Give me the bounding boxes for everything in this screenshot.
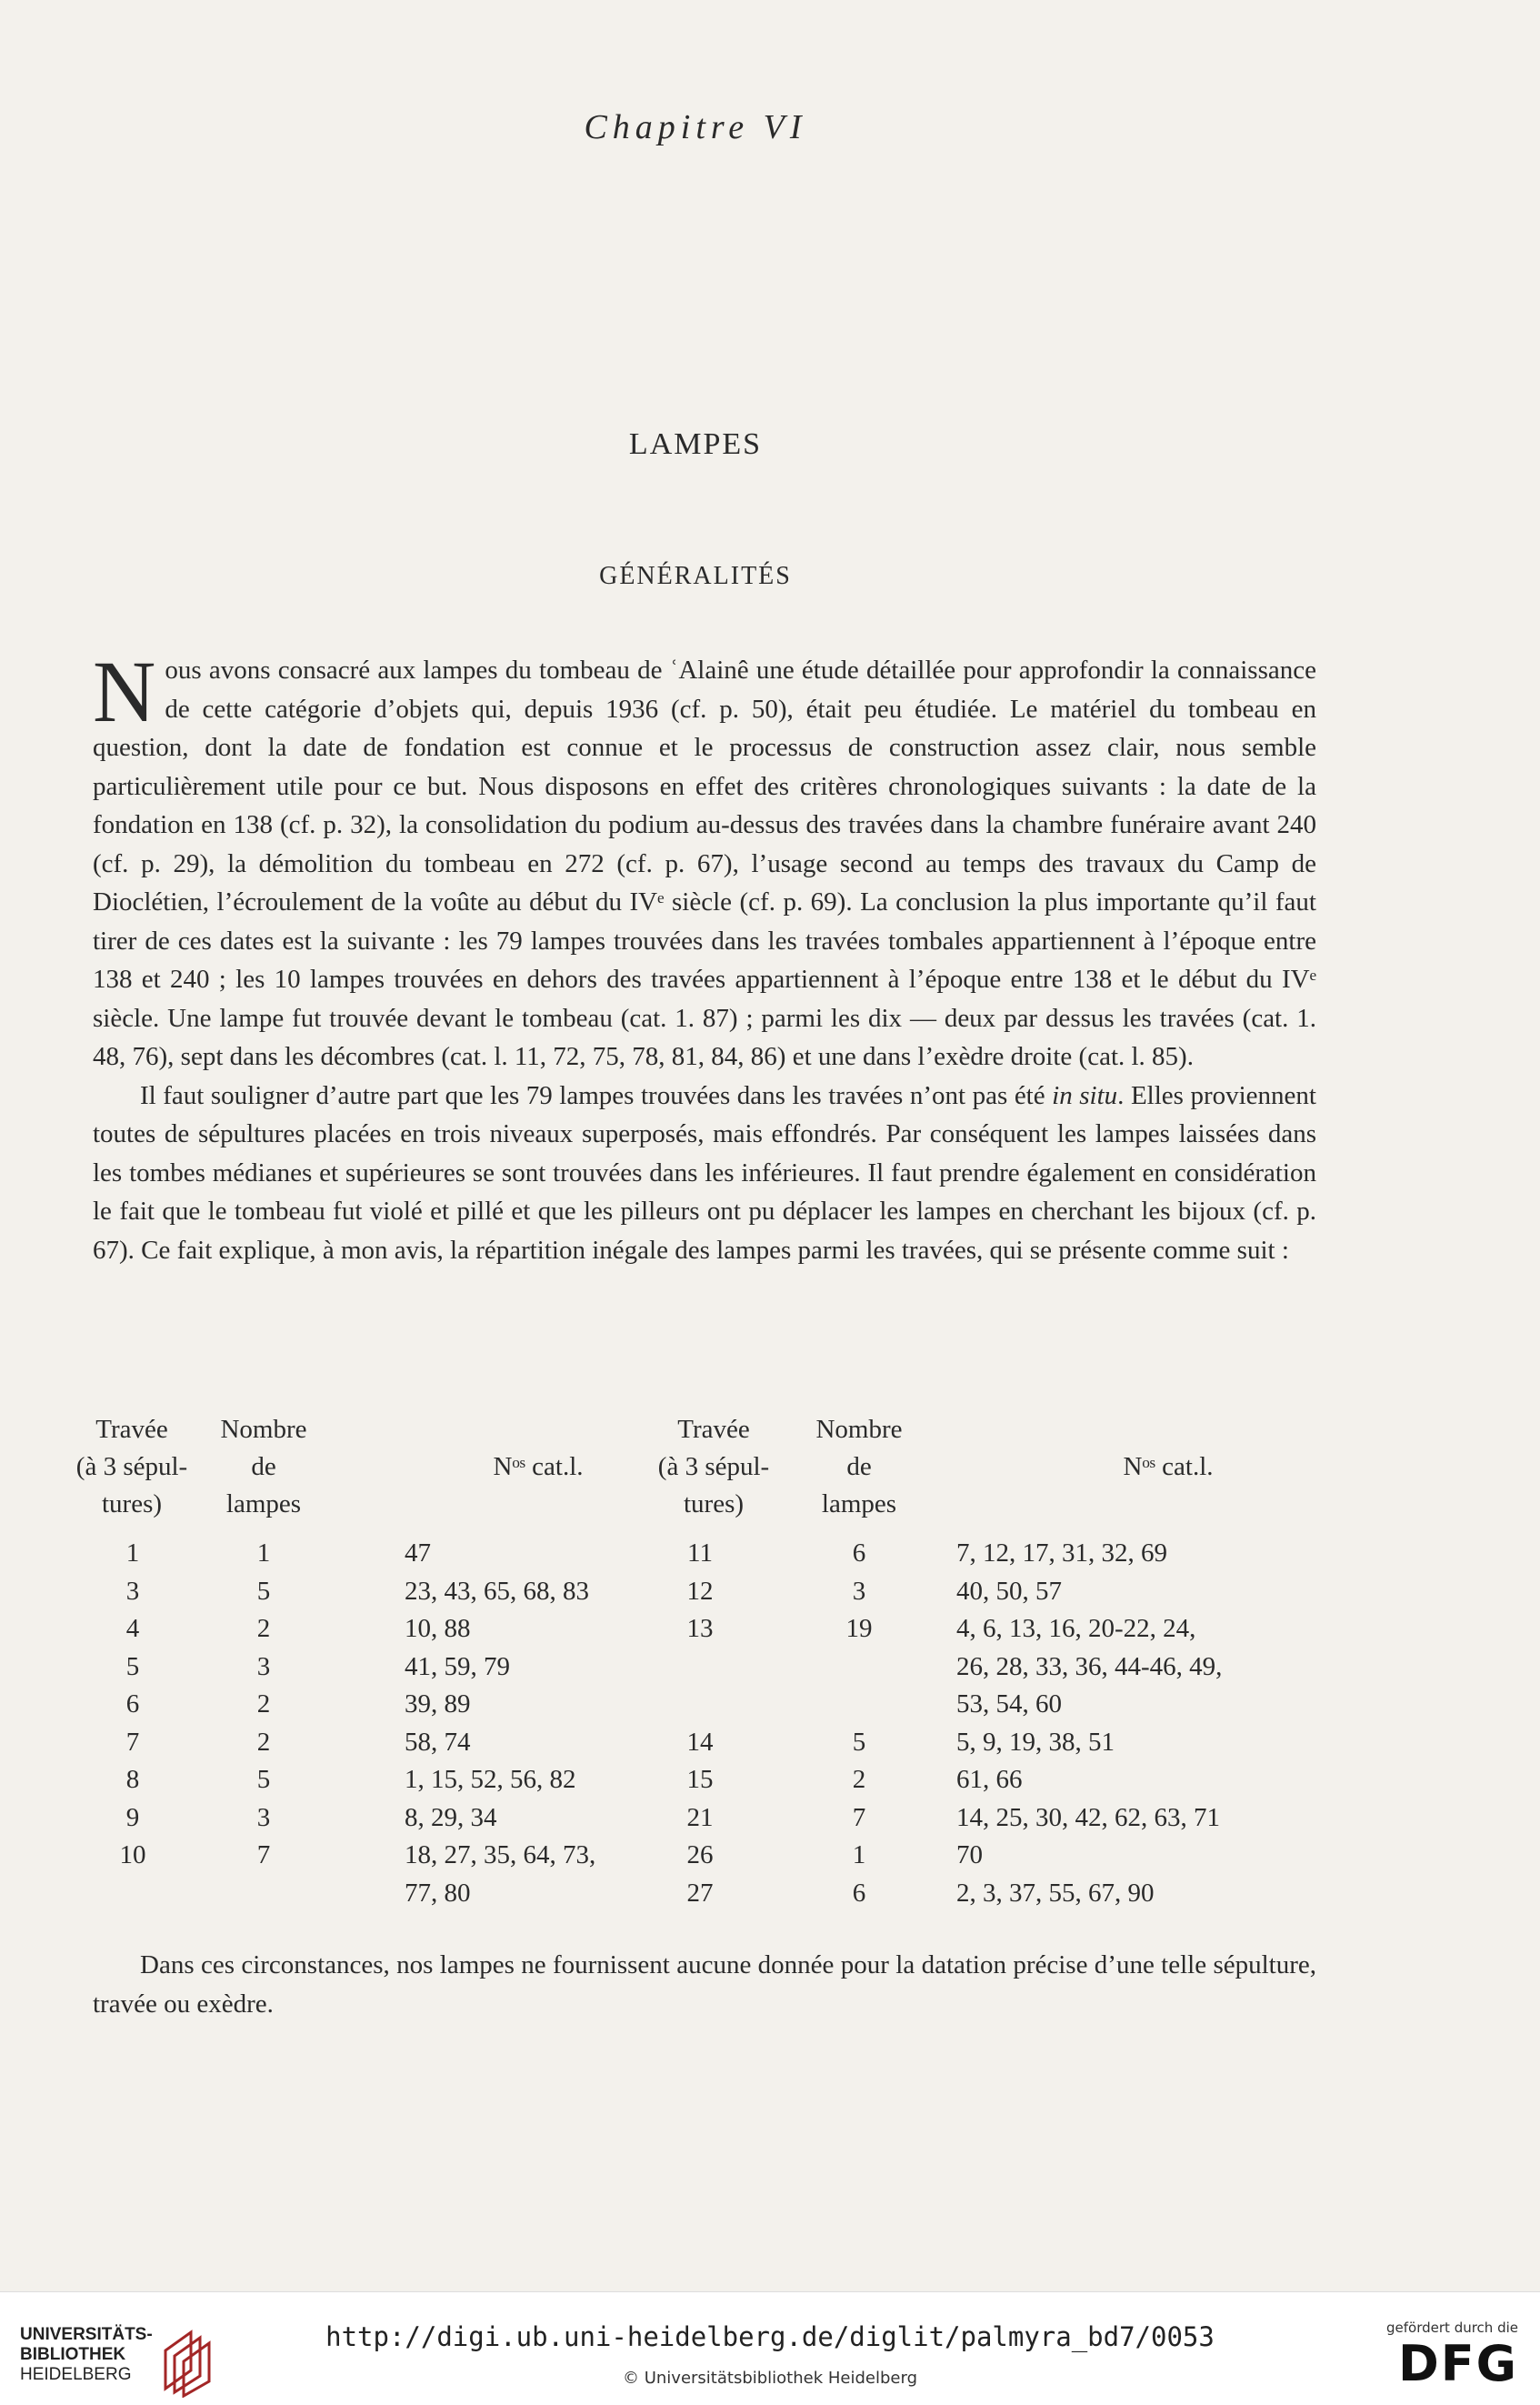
cell-travee-left: 10 [119, 1840, 146, 1869]
chapter-heading: Chapitre VI [584, 108, 807, 146]
cell-nos-left: 58, 74 [405, 1727, 471, 1757]
cell-nombre-right: 7 [852, 1802, 866, 1832]
table-row [91, 1837, 1364, 1875]
cell-nombre-left: 5 [256, 1765, 271, 1794]
cell-nos-right: 26, 28, 33, 36, 44-46, 49, [956, 1651, 1223, 1681]
lamp-distribution-table [75, 1411, 1364, 1912]
cell-nombre-left: 7 [256, 1840, 271, 1869]
drop-cap: N [93, 643, 156, 740]
cell-nombre-right: 19 [845, 1614, 873, 1643]
cell-nombre-left: 3 [256, 1651, 271, 1681]
cell-nos-left: 18, 27, 35, 64, 73, [405, 1840, 596, 1869]
dfg-logo [1355, 2320, 1518, 2392]
cell-travee-left: 5 [125, 1651, 140, 1681]
permalink-url[interactable]: http://digi.ub.uni-heidelberg.de/diglit/palmyra_bd7/0053 [325, 2321, 1215, 2352]
cell-nos-left: 10, 88 [405, 1614, 471, 1643]
table-row [91, 1573, 1364, 1611]
cell-nombre-right: 3 [852, 1576, 866, 1606]
cell-travee-left: 9 [125, 1802, 140, 1832]
footer-bar [0, 2291, 1540, 2405]
table-row [91, 1610, 1364, 1648]
library-name-line3: HEIDELBERG [20, 2365, 132, 2384]
paragraph-3: Dans ces circonstances, nos lampes ne fournissent aucune donnée pour la datation précise d’une telle sépulture, travée ou exèdre. [93, 1950, 1316, 2019]
cell-travee-left: 4 [125, 1614, 140, 1643]
cell-nos-right: 53, 54, 60 [956, 1689, 1062, 1719]
cell-nos-right: 2, 3, 37, 55, 67, 90 [956, 1878, 1155, 1908]
section-subtitle: GÉNÉRALITÉS [599, 562, 792, 590]
cell-nombre-right: 5 [852, 1727, 866, 1757]
cell-nombre-right: 1 [852, 1840, 866, 1869]
library-name-line2: BIBLIOTHEK [20, 2345, 126, 2364]
cell-travee-right: 26 [686, 1840, 714, 1869]
cell-nombre-left: 2 [256, 1727, 271, 1757]
cell-travee-left: 1 [125, 1538, 140, 1568]
cell-nos-left: 41, 59, 79 [405, 1651, 510, 1681]
paragraph-1-text: ous avons consacré aux lampes du tombeau de ʿAlainê une étude détaillée pour approfondir la connaissance de cette catégorie d’objets qui, depuis 1936 (cf. p. 50), était peu étudiée. Le matériel du tombeau en question, dont la date de fondation est connue et le processus de construction assez clair, nous semble particulièrement utile pour ce but. Nous disposons en effet des critères chronologiques suivants : la date de la fondation en 138 (cf. p. 32), la consolidation du podium au-dessus des travées dans la chambre funéraire avant 240 (cf. p. 29), la démolition du tombeau en 272 (cf. p. 67), l’usage second au temps des travaux du Camp de Dioclétien, l’écroulement de la voûte au début du IVᵉ siècle (cf. p. 69). La conclusion la plus importante qu’il faut tirer de ces dates est la suivante : les 79 lampes trouvées dans les travées tombales appartiennent à l’époque entre 138 et 240 ; les 10 lampes trouvées en dehors des travées appartiennent à l’époque entre 138 et le début du IVᵉ siècle. Une lampe fut trouvée devant le tombeau (cat. 1. 87) ; parmi les dix — deux par dessus les travées (cat. 1. 48, 76), sept dans les décombres (cat. l. 11, 72, 75, 78, 81, 84, 86) et une dans l’exèdre droite (cat. l. 85). [93, 656, 1316, 1071]
paragraph-1 [93, 643, 1316, 1077]
cell-nombre-left: 2 [256, 1689, 271, 1719]
cell-travee-right: 13 [686, 1614, 714, 1643]
cell-nos-left: 8, 29, 34 [405, 1802, 497, 1832]
cell-travee-right: 15 [686, 1765, 714, 1794]
table-header [75, 1411, 1364, 1535]
cell-nos-right: 61, 66 [956, 1765, 1023, 1794]
header-nombre-right: Nombre de lampes [815, 1415, 903, 1518]
paragraph-2: Il faut souligner d’autre part que les 79 lampes trouvées dans les travées n’ont pas été in situ. Elles proviennent toutes de sépultures placées en trois niveaux superposés, mais effondrés. Par conséquent les lampes laissées dans les tombes médianes et supérieures se sont trouvées dans les inférieures. Il faut prendre également en considération le fait que le tombeau fut violé et pillé et que les pilleurs ont pu déplacer les lampes en cherchant les bijoux (cf. p. 67). Ce fait explique, à mon avis, la répartition inégale des lampes parmi les travées, qui se présente comme suit : [93, 1080, 1316, 1265]
cell-nos-right: 14, 25, 30, 42, 62, 63, 71 [956, 1802, 1220, 1832]
header-travee-right: Travée (à 3 sépul- tures) [657, 1415, 770, 1518]
header-nos-right: Nᵒˢ cat.l. [1123, 1452, 1214, 1481]
cell-travee-left: 3 [125, 1576, 140, 1606]
cell-nos-left: 77, 80 [405, 1878, 471, 1908]
cell-travee-left: 6 [125, 1689, 140, 1719]
table-row [91, 1686, 1364, 1724]
cell-nombre-left: 3 [256, 1802, 271, 1832]
cell-travee-right: 21 [686, 1802, 714, 1832]
table-row [91, 1724, 1364, 1762]
table-row [91, 1761, 1364, 1799]
cell-travee-right: 11 [687, 1538, 713, 1568]
cell-nos-left: 39, 89 [405, 1689, 471, 1719]
cell-nombre-left: 2 [256, 1614, 271, 1643]
header-travee-left: Travée (à 3 sépul- tures) [75, 1415, 188, 1518]
cell-travee-right: 27 [686, 1878, 714, 1908]
conclusion-text [93, 1946, 1316, 2023]
table-row [91, 1535, 1364, 1573]
cell-nos-right: 70 [956, 1840, 983, 1869]
cell-nos-right: 7, 12, 17, 31, 32, 69 [956, 1538, 1167, 1568]
header-nombre-left: Nombre de lampes [220, 1415, 307, 1518]
cell-nos-right: 5, 9, 19, 38, 51 [956, 1727, 1115, 1757]
cell-nombre-right: 6 [852, 1878, 866, 1908]
cell-travee-left: 7 [125, 1727, 140, 1757]
funded-by-text: gefördert durch die [1386, 2320, 1518, 2336]
cell-nos-left: 47 [405, 1538, 431, 1568]
cell-nombre-right: 6 [852, 1538, 866, 1568]
cell-travee-right: 14 [686, 1727, 714, 1757]
copyright-notice: © Universitätsbibliothek Heidelberg [622, 2369, 917, 2388]
cell-nombre-left: 1 [256, 1538, 271, 1568]
cell-nombre-left: 5 [256, 1576, 271, 1606]
library-name-line1: UNIVERSITÄTS- [20, 2325, 153, 2344]
cell-nos-left: 23, 43, 65, 68, 83 [405, 1576, 589, 1606]
table-body [91, 1535, 1364, 1912]
cell-travee-left: 8 [125, 1765, 140, 1794]
dfg-wordmark: DFG [1397, 2335, 1518, 2392]
cell-travee-right: 12 [686, 1576, 714, 1606]
body-text [93, 643, 1316, 1269]
cell-nos-right: 40, 50, 57 [956, 1576, 1062, 1606]
cell-nombre-right: 2 [852, 1765, 866, 1794]
table-row [91, 1648, 1364, 1687]
cell-nos-left: 1, 15, 52, 56, 82 [405, 1765, 576, 1794]
table-row [91, 1799, 1364, 1838]
section-title: LAMPES [628, 427, 763, 461]
cell-nos-right: 4, 6, 13, 16, 20-22, 24, [956, 1614, 1196, 1643]
header-nos-left: Nᵒˢ cat.l. [493, 1452, 584, 1481]
table-row [91, 1875, 1364, 1913]
